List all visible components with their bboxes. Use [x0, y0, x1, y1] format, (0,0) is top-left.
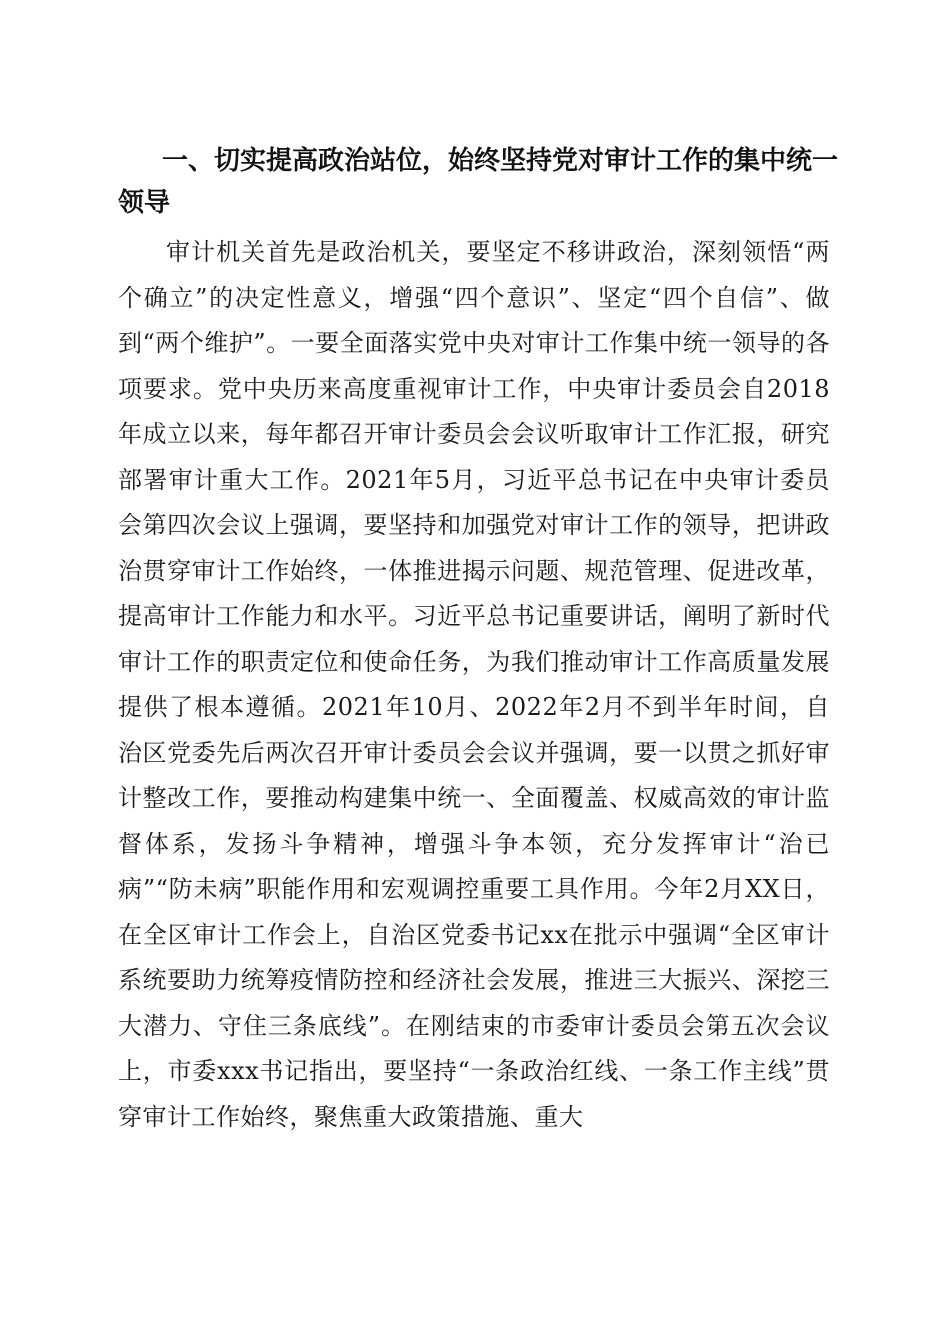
section-heading: 一、切实提高政治站位，始终坚持党对审计工作的集中统一领导 — [118, 146, 839, 218]
body-paragraph: 审计机关首先是政治机关，要坚定不移讲政治，深刻领悟“两个确立”的决定性意义，增强“四个意识”、坚定“四个自信”、做到“两个维护”。一要全面落实党中央对审计工作集中统一领导的各项要求。党中央历来高度重视审计工作，中央审计委员会自2018年成立以来，每年都召开审计委员会会议听取审计工作汇报，研究部署审计重大工作。2021年5月，习近平总书记在中央审计委员会第四次会议上强调，要坚持和加强党对审计工作的领导，把讲政治贯穿审计工作始终，一体推进揭示问题、规范管理、促进改革，提高审计工作能力和水平。习近平总书记重要讲话，阐明了新时代审计工作的职责定位和使命任务，为我们推动审计工作高质量发展提供了根本遵循。2021年10月、2022年2月不到半年时间，自治区党委先后两次召开审计委员会会议并强调，要一以贯之抓好审计整改工作，要推动构建集中统一、全面覆盖、权威高效的审计监督体系，发扬斗争精神，增强斗争本领，充分发挥审计“治已病”“防未病”职能作用和宏观调控重要工具作用。今年2月XX日，在全区审计工作会上，自治区党委书记xx在批示中强调“全区审计系统要助力统筹疫情防控和经济社会发展，推进三大振兴、深挖三大潜力、守住三条底线”。在刚结束的市委审计委员会第五次会议上，市委xxx书记指出，要坚持“一条政治红线、一条工作主线”贯穿审计工作始终，聚焦重大政策措施、重大 — [118, 238, 830, 1131]
